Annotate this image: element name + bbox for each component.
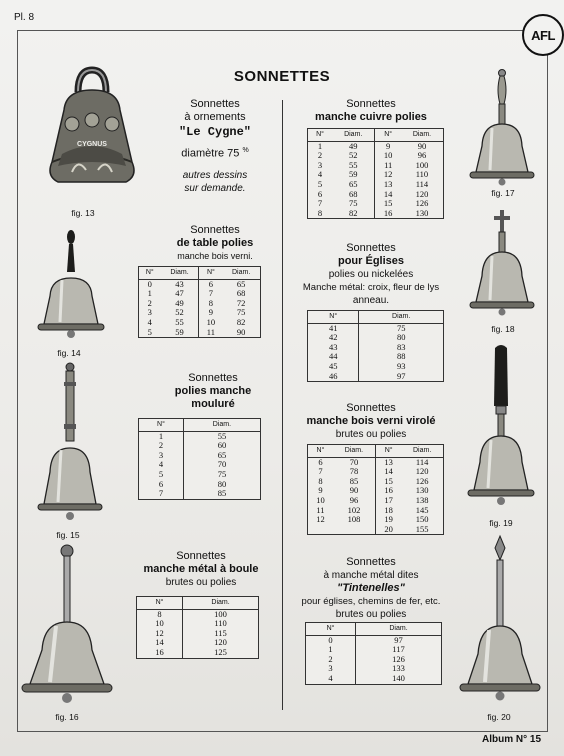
table-row: 6 80 <box>139 480 260 490</box>
table-row: 14 120 <box>137 638 258 648</box>
eglise-bell-illustration <box>468 208 536 320</box>
table-row: 9 90 16 130 <box>318 485 429 496</box>
table-row: 4 59 12 110 <box>317 169 429 180</box>
moulure-bell-illustration <box>34 362 106 527</box>
table-row: 5 75 <box>139 470 260 480</box>
cygne-description <box>150 98 280 195</box>
cygne-note1: autres dessins <box>182 169 248 181</box>
table-row: 8 85 15 126 <box>318 475 429 486</box>
table-row: 7 78 14 120 <box>318 466 429 477</box>
cygne-bell-illustration <box>42 66 142 206</box>
table-row: 4 140 <box>306 674 441 684</box>
page-title: SONNETTES <box>233 68 331 85</box>
figure-label-14: fig. 14 <box>57 348 81 358</box>
plate-number: Pl. 8 <box>14 12 35 23</box>
afl-logo: AFL <box>522 14 564 56</box>
table-row: 42 80 <box>308 333 443 343</box>
figure-label-19: fig. 19 <box>489 518 513 528</box>
table-row: 1 49 9 90 <box>317 140 427 151</box>
table-row: 3 65 <box>139 451 260 461</box>
cygne-name: "Le Cygne" <box>178 125 251 139</box>
table-row: 43 83 <box>308 343 443 353</box>
table-row: 46 97 <box>308 372 443 382</box>
table-row: 11 102 18 145 <box>316 504 429 515</box>
boule-heading: Sonnettes manche métal à boule brutes ou polies <box>143 550 259 588</box>
table-row: 12 108 19 150 <box>316 514 429 525</box>
table-row: 0 43 6 65 <box>147 278 246 289</box>
table-row: 3 133 <box>306 664 441 674</box>
table-row: 6 68 14 120 <box>317 188 429 199</box>
figure-label-20: fig. 20 <box>487 712 511 722</box>
table-row: 45 93 <box>308 362 443 372</box>
figure-label-18: fig. 18 <box>491 324 515 334</box>
figure-label-13: fig. 13 <box>71 208 95 218</box>
eglises-heading: Sonnettes pour Églises polies ou nickelées Manche métal: croix, fleur de lys anneau. <box>302 242 440 306</box>
cygne-diameter: diamètre 75 % <box>181 147 249 160</box>
tintenelles-heading: Sonnettes à manche métal dites "Tintenelles" pour églises, chemins de fer, etc. brutes ou polies <box>301 556 441 620</box>
table-row: 4 70 <box>139 460 260 470</box>
table-row: 2 49 8 72 <box>147 297 246 308</box>
cuivre-bell-illustration <box>468 68 536 188</box>
cuivre-table: N° Diam. N° Diam. 1 49 9 90 2 52 10 96 3 55 11 100 4 59 12 110 5 65 13 114 6 68 14 120 7 75 15 126 8 82 16 130 <box>307 128 444 219</box>
table-row: 3 55 11 100 <box>317 159 429 170</box>
cuivre-heading: Sonnettes manche cuivre polies <box>315 98 427 123</box>
figure-label-17: fig. 17 <box>491 188 515 198</box>
table-bell-illustration <box>36 228 106 343</box>
table-row: 2 126 <box>306 655 441 665</box>
tintenelle-bell-illustration <box>458 534 542 706</box>
table-row: 2 60 <box>139 441 260 451</box>
table-row: 12 115 <box>137 629 258 639</box>
table-row: 3 52 9 75 <box>147 307 246 318</box>
table-row: 2 52 10 96 <box>317 150 427 161</box>
figure-label-15: fig. 15 <box>56 530 80 540</box>
table-row: 7 75 15 126 <box>317 198 429 209</box>
boule-table: N° Diam. 8 100 10 110 12 115 14 120 16 125 <box>136 596 259 659</box>
cygne-note2: sur demande. <box>184 182 246 194</box>
table-row: 44 88 <box>308 352 443 362</box>
table-row: 8 82 16 130 <box>317 207 429 218</box>
table-polies-table: N° Diam. N° Diam. 0 43 6 65 1 47 7 68 2 49 8 72 3 52 9 75 4 55 10 82 5 59 11 90 <box>138 266 261 338</box>
tintenelles-table: N° Diam. 0 97 1 117 2 126 3 133 4 140 <box>305 622 442 685</box>
table-row: 6 70 13 114 <box>318 456 429 467</box>
table-polies-heading: Sonnettes de table polies manche bois verni. <box>176 224 254 261</box>
table-row: 10 110 <box>137 619 258 629</box>
table-row: 0 97 <box>306 635 441 645</box>
eglises-table: N° Diam. 41 75 42 80 43 83 44 88 45 93 46 97 <box>307 310 444 382</box>
virole-table: N° Diam. N° Diam. 6 70 13 114 7 78 14 120 8 85 15 126 9 90 16 130 10 96 17 138 11 102 18 145 12 108 19 150 20 155 <box>307 444 444 535</box>
table-row: 1 47 7 68 <box>147 288 246 299</box>
table-row: 8 100 <box>137 609 258 619</box>
album-number: Album N° 15 <box>482 734 542 745</box>
table-row: 16 125 <box>137 648 258 658</box>
table-row: 10 96 17 138 <box>316 494 429 505</box>
moulure-table: N° Diam. 1 55 2 60 3 65 4 70 5 75 6 80 7 85 <box>138 418 261 500</box>
table-row: 20 155 <box>308 525 443 535</box>
moulure-heading: Sonnettes polies manche mouluré <box>174 372 252 410</box>
boule-bell-illustration <box>20 544 114 706</box>
virole-heading: Sonnettes manche bois verni virolé brutes ou polies <box>306 402 436 440</box>
virole-bell-illustration <box>466 344 536 514</box>
cygne-line2: à ornements <box>184 111 246 123</box>
table-row: 4 55 10 82 <box>147 316 246 327</box>
table-row: 7 85 <box>139 489 260 499</box>
table-row: 5 65 13 114 <box>317 178 429 189</box>
cygne-line1: Sonnettes <box>190 98 240 110</box>
table-row: 5 59 11 90 <box>147 326 246 337</box>
table-row: 1 117 <box>306 645 441 655</box>
figure-label-16: fig. 16 <box>55 712 79 722</box>
table-row: 41 75 <box>308 323 443 333</box>
column-divider <box>282 100 283 710</box>
table-row: 1 55 <box>139 431 260 441</box>
cygnus-emblem: CYGNUS <box>77 141 107 148</box>
